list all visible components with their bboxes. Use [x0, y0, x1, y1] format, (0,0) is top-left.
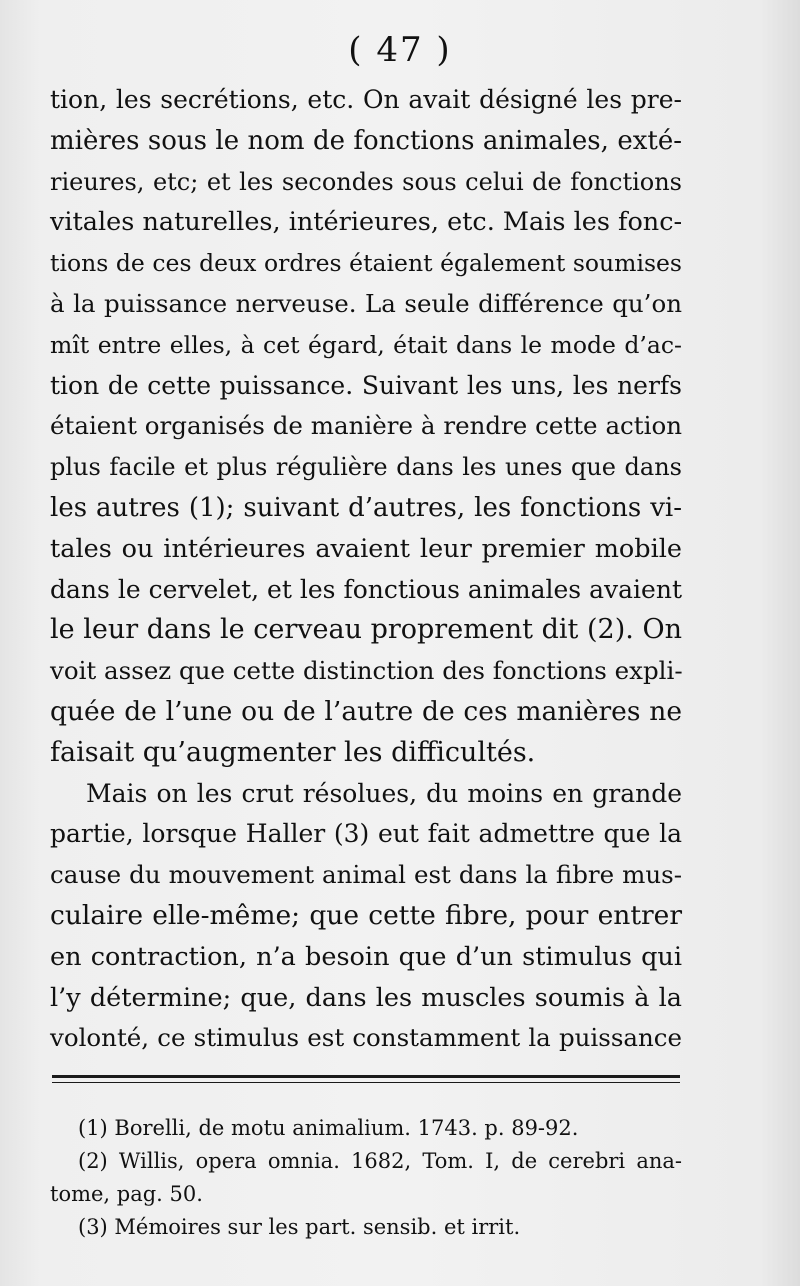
text-line: voit assez que cette distinction des fonctions expli- [50, 656, 683, 686]
text-line: vitales naturelles, intérieures, etc. Mais les fonc- [50, 207, 683, 238]
text-line: cause du mouvement animal est dans la fibre mus- [50, 860, 682, 890]
text-line: plus facile et plus régulière dans les unes que dans [50, 453, 682, 482]
text-line: culaire elle-même; que cette fibre, pour entrer [50, 899, 682, 931]
text-line: mît entre elles, à cet égard, était dans le mode d’ac- [50, 330, 682, 359]
separator-thick-rule [52, 1075, 680, 1078]
footnote: (2) Willis, opera omnia. 1682, Tom. I, de cerebri ana- [78, 1149, 682, 1173]
text-line: quée de l’une ou de l’autre de ces manières ne [50, 695, 682, 727]
text-line: volonté, ce stimulus est constamment la puissance [50, 1023, 682, 1053]
text-line: tion, les secrétions, etc. On avait désigné les pre- [50, 85, 682, 114]
footnote: (1) Borelli, de motu animalium. 1743. p. 89-92. [78, 1116, 579, 1140]
text-line: mières sous le nom de fonctions animales, exté- [50, 125, 682, 156]
text-line: faisait qu’augmenter les difficultés. [50, 736, 536, 768]
text-line: partie, lorsque Haller (3) eut fait admettre que la [50, 819, 682, 849]
text-line: tales ou intérieures avaient leur premier mobile [50, 533, 682, 564]
separator-thin-rule [52, 1082, 680, 1083]
text-line: à la puissance nerveuse. La seule différence qu’on [50, 288, 682, 318]
text-line: tion de cette puissance. Suivant les uns, les nerfs [50, 370, 682, 400]
text-line: le leur dans le cerveau proprement dit (2). On [50, 614, 682, 646]
text-line: tions de ces deux ordres étaient également soumises [50, 249, 682, 278]
text-line: dans le cervelet, et les fonctious animales avaient [50, 574, 682, 604]
footnotes [50, 1112, 682, 1244]
footnote-separator [52, 1075, 680, 1083]
text-line: les autres (1); suivant d’autres, les fonctions vi- [50, 492, 682, 523]
footnote-continuation: tome, pag. 50. [50, 1182, 203, 1206]
page-number: ( 47 ) [348, 30, 452, 70]
text-line: rieures, etc; et les secondes sous celui de fonctions [50, 167, 682, 196]
text-line: en contraction, n’a besoin que d’un stimulus qui [50, 941, 682, 972]
footnote: (3) Mémoires sur les part. sensib. et irrit. [78, 1215, 521, 1239]
text-line: étaient organisés de manière à rendre cette action [50, 411, 682, 441]
text-line: l’y détermine; que, dans les muscles soumis à la [50, 982, 682, 1013]
paragraph-start-line: Mais on les crut résolues, du moins en grande [86, 778, 682, 808]
body-text [50, 80, 682, 1059]
